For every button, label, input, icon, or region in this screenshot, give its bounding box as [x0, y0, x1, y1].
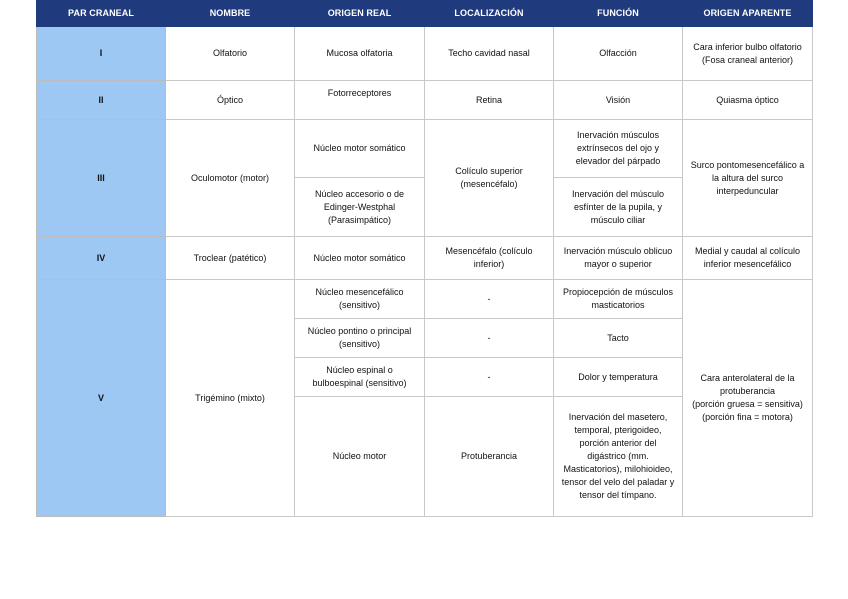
localizacion-cell: Techo cavidad nasal — [425, 27, 554, 81]
origen-aparente-cell: Surco pontomesencefálico a la altura del surco interpeduncular — [683, 120, 813, 237]
origen-aparente-line: (porción fina = motora) — [702, 412, 793, 422]
localizacion-cell: - — [425, 358, 554, 397]
table-row — [37, 27, 813, 81]
origen-aparente-cell: Medial y caudal al colículo inferior mesencefálico — [683, 237, 813, 280]
origen-real-cell: Núcleo pontino o principal (sensitivo) — [295, 319, 425, 358]
nombre-cell: Oculomotor (motor) — [166, 120, 295, 237]
funcion-cell: Inervación músculo oblicuo mayor o superior — [554, 237, 683, 280]
localizacion-cell: - — [425, 280, 554, 319]
table-row — [37, 237, 813, 280]
localizacion-cell: Protuberancia — [425, 397, 554, 517]
par-craneal-cell: III — [37, 120, 166, 237]
funcion-cell: Visión — [554, 81, 683, 120]
funcion-cell: Olfacción — [554, 27, 683, 81]
header-localizacion: LOCALIZACIÓN — [425, 1, 554, 27]
origen-aparente-cell: Quiasma óptico — [683, 81, 813, 120]
localizacion-cell: Mesencéfalo (colículo inferior) — [425, 237, 554, 280]
par-craneal-cell: V — [37, 280, 166, 517]
nombre-cell: Troclear (patético) — [166, 237, 295, 280]
origen-real-cell: Núcleo motor somático — [295, 237, 425, 280]
table-row — [37, 280, 813, 319]
funcion-cell: Inervación del músculo esfínter de la pupila, y músculo ciliar — [554, 178, 683, 237]
origen-aparente-line: Cara anterolateral de la protuberancia — [700, 373, 795, 396]
nombre-cell: Óptico — [166, 81, 295, 120]
localizacion-cell: - — [425, 319, 554, 358]
par-craneal-cell: II — [37, 81, 166, 120]
origen-real-cell: Núcleo mesencefálico (sensitivo) — [295, 280, 425, 319]
funcion-cell: Propiocepción de músculos masticatorios — [554, 280, 683, 319]
header-origen-real: ORIGEN REAL — [295, 1, 425, 27]
origen-real-cell: Mucosa olfatoria — [295, 27, 425, 81]
nombre-cell: Trigémino (mixto) — [166, 280, 295, 517]
funcion-cell: Inervación del masetero, temporal, pterigoideo, porción anterior del digástrico (mm. Masticatorios), milohioideo, tensor del velo del paladar y tensor del tímpano. — [554, 397, 683, 517]
cranial-nerves-table — [36, 0, 813, 517]
par-craneal-cell: I — [37, 27, 166, 81]
header-funcion: FUNCIÓN — [554, 1, 683, 27]
origen-real-cell: Núcleo motor somático — [295, 120, 425, 178]
origen-aparente-line: (porción gruesa = sensitiva) — [692, 399, 803, 409]
funcion-cell: Dolor y temperatura — [554, 358, 683, 397]
localizacion-cell: Retina — [425, 81, 554, 120]
origen-aparente-cell: Cara inferior bulbo olfatorio (Fosa craneal anterior) — [683, 27, 813, 81]
par-craneal-cell: IV — [37, 237, 166, 280]
localizacion-cell: Colículo superior (mesencéfalo) — [425, 120, 554, 237]
funcion-cell: Inervación músculos extrínsecos del ojo y elevador del párpado — [554, 120, 683, 178]
header-origen-aparente: ORIGEN APARENTE — [683, 1, 813, 27]
table-row — [37, 81, 813, 120]
header-par-craneal: PAR CRANEAL — [37, 1, 166, 27]
origen-aparente-cell — [683, 280, 813, 517]
header-row — [37, 1, 813, 27]
origen-real-cell: Fotorreceptores — [295, 81, 425, 120]
nombre-cell: Olfatorio — [166, 27, 295, 81]
origen-real-cell: Núcleo accesorio o de Edinger-Westphal (Parasimpático) — [295, 178, 425, 237]
funcion-cell: Tacto — [554, 319, 683, 358]
header-nombre: NOMBRE — [166, 1, 295, 27]
origen-real-cell: Núcleo motor — [295, 397, 425, 517]
origen-real-cell: Núcleo espinal o bulboespinal (sensitivo) — [295, 358, 425, 397]
table-row — [37, 120, 813, 178]
